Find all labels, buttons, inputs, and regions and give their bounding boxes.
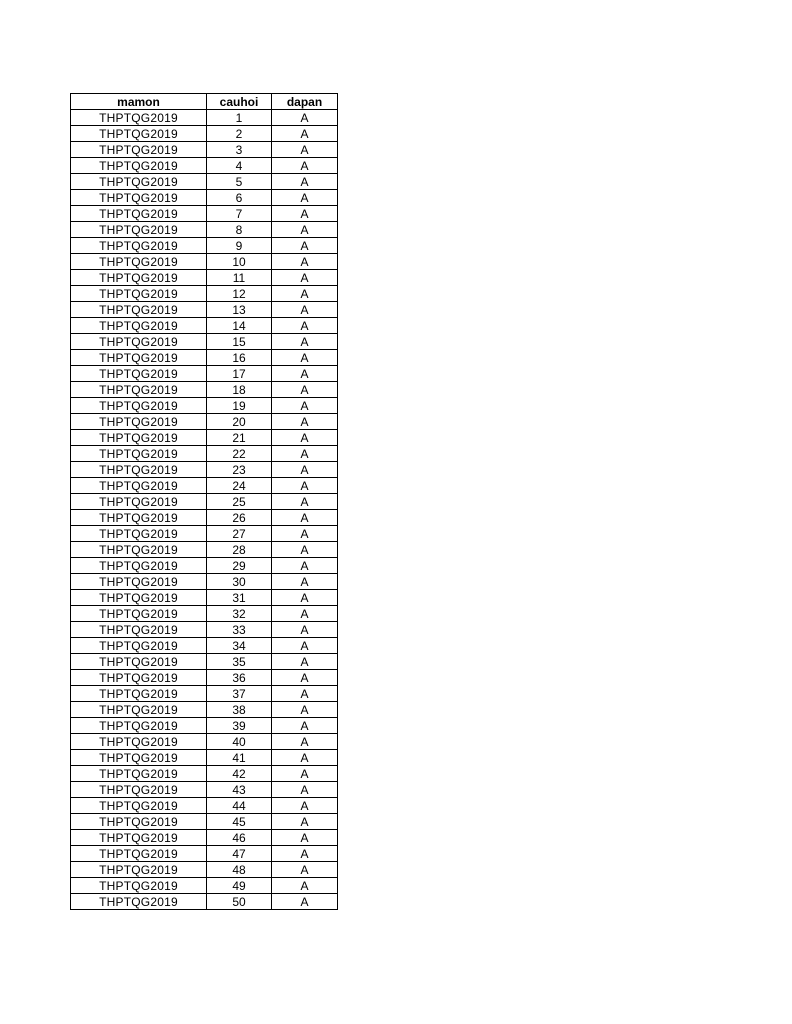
cell-mamon: THPTQG2019 xyxy=(71,462,207,478)
cell-cauhoi: 38 xyxy=(207,702,272,718)
cell-mamon: THPTQG2019 xyxy=(71,590,207,606)
cell-dapan: A xyxy=(272,798,338,814)
table-row xyxy=(71,654,338,670)
table-row xyxy=(71,478,338,494)
cell-dapan: A xyxy=(272,814,338,830)
cell-cauhoi: 2 xyxy=(207,126,272,142)
cell-mamon: THPTQG2019 xyxy=(71,766,207,782)
cell-mamon: THPTQG2019 xyxy=(71,606,207,622)
cell-dapan: A xyxy=(272,766,338,782)
cell-cauhoi: 11 xyxy=(207,270,272,286)
cell-cauhoi: 5 xyxy=(207,174,272,190)
cell-cauhoi: 45 xyxy=(207,814,272,830)
cell-mamon: THPTQG2019 xyxy=(71,142,207,158)
table-header xyxy=(71,94,338,110)
header-mamon: mamon xyxy=(71,94,207,110)
cell-dapan: A xyxy=(272,350,338,366)
cell-mamon: THPTQG2019 xyxy=(71,574,207,590)
cell-dapan: A xyxy=(272,878,338,894)
cell-cauhoi: 31 xyxy=(207,590,272,606)
cell-dapan: A xyxy=(272,366,338,382)
table-row xyxy=(71,174,338,190)
cell-mamon: THPTQG2019 xyxy=(71,270,207,286)
cell-cauhoi: 42 xyxy=(207,766,272,782)
table-row xyxy=(71,798,338,814)
cell-dapan: A xyxy=(272,654,338,670)
cell-dapan: A xyxy=(272,782,338,798)
table-row xyxy=(71,766,338,782)
table-row xyxy=(71,142,338,158)
cell-cauhoi: 4 xyxy=(207,158,272,174)
cell-cauhoi: 14 xyxy=(207,318,272,334)
cell-dapan: A xyxy=(272,846,338,862)
cell-cauhoi: 15 xyxy=(207,334,272,350)
cell-cauhoi: 21 xyxy=(207,430,272,446)
table-row xyxy=(71,734,338,750)
table-row xyxy=(71,350,338,366)
table-row xyxy=(71,526,338,542)
table-row xyxy=(71,814,338,830)
table-row xyxy=(71,398,338,414)
cell-cauhoi: 50 xyxy=(207,894,272,910)
cell-mamon: THPTQG2019 xyxy=(71,846,207,862)
cell-dapan: A xyxy=(272,702,338,718)
cell-mamon: THPTQG2019 xyxy=(71,542,207,558)
cell-mamon: THPTQG2019 xyxy=(71,686,207,702)
cell-cauhoi: 33 xyxy=(207,622,272,638)
cell-mamon: THPTQG2019 xyxy=(71,494,207,510)
cell-mamon: THPTQG2019 xyxy=(71,430,207,446)
cell-dapan: A xyxy=(272,526,338,542)
table-row xyxy=(71,878,338,894)
cell-cauhoi: 26 xyxy=(207,510,272,526)
cell-cauhoi: 16 xyxy=(207,350,272,366)
cell-dapan: A xyxy=(272,270,338,286)
cell-cauhoi: 46 xyxy=(207,830,272,846)
cell-dapan: A xyxy=(272,190,338,206)
table-row xyxy=(71,302,338,318)
cell-mamon: THPTQG2019 xyxy=(71,222,207,238)
cell-mamon: THPTQG2019 xyxy=(71,238,207,254)
cell-mamon: THPTQG2019 xyxy=(71,894,207,910)
table-row xyxy=(71,190,338,206)
header-dapan: dapan xyxy=(272,94,338,110)
cell-dapan: A xyxy=(272,734,338,750)
cell-mamon: THPTQG2019 xyxy=(71,558,207,574)
cell-mamon: THPTQG2019 xyxy=(71,670,207,686)
table-row xyxy=(71,430,338,446)
table-row xyxy=(71,446,338,462)
cell-mamon: THPTQG2019 xyxy=(71,526,207,542)
cell-dapan: A xyxy=(272,462,338,478)
cell-mamon: THPTQG2019 xyxy=(71,334,207,350)
cell-dapan: A xyxy=(272,206,338,222)
cell-cauhoi: 29 xyxy=(207,558,272,574)
table-row xyxy=(71,206,338,222)
cell-dapan: A xyxy=(272,670,338,686)
cell-cauhoi: 44 xyxy=(207,798,272,814)
cell-cauhoi: 18 xyxy=(207,382,272,398)
cell-dapan: A xyxy=(272,686,338,702)
table-row xyxy=(71,830,338,846)
cell-dapan: A xyxy=(272,862,338,878)
cell-cauhoi: 27 xyxy=(207,526,272,542)
table-row xyxy=(71,702,338,718)
cell-dapan: A xyxy=(272,606,338,622)
cell-cauhoi: 17 xyxy=(207,366,272,382)
table-row xyxy=(71,158,338,174)
cell-cauhoi: 36 xyxy=(207,670,272,686)
cell-mamon: THPTQG2019 xyxy=(71,830,207,846)
cell-dapan: A xyxy=(272,590,338,606)
table-row xyxy=(71,366,338,382)
cell-dapan: A xyxy=(272,126,338,142)
cell-cauhoi: 3 xyxy=(207,142,272,158)
table-row xyxy=(71,574,338,590)
cell-dapan: A xyxy=(272,238,338,254)
cell-mamon: THPTQG2019 xyxy=(71,782,207,798)
cell-dapan: A xyxy=(272,398,338,414)
cell-mamon: THPTQG2019 xyxy=(71,702,207,718)
table-row xyxy=(71,750,338,766)
cell-mamon: THPTQG2019 xyxy=(71,174,207,190)
cell-mamon: THPTQG2019 xyxy=(71,510,207,526)
cell-mamon: THPTQG2019 xyxy=(71,446,207,462)
table-row xyxy=(71,894,338,910)
cell-mamon: THPTQG2019 xyxy=(71,350,207,366)
cell-mamon: THPTQG2019 xyxy=(71,878,207,894)
table-row xyxy=(71,670,338,686)
table-row xyxy=(71,542,338,558)
header-cauhoi: cauhoi xyxy=(207,94,272,110)
cell-mamon: THPTQG2019 xyxy=(71,814,207,830)
cell-cauhoi: 48 xyxy=(207,862,272,878)
table-row xyxy=(71,110,338,126)
table-row xyxy=(71,494,338,510)
table-row xyxy=(71,558,338,574)
cell-mamon: THPTQG2019 xyxy=(71,366,207,382)
cell-dapan: A xyxy=(272,110,338,126)
cell-cauhoi: 34 xyxy=(207,638,272,654)
cell-cauhoi: 22 xyxy=(207,446,272,462)
cell-cauhoi: 6 xyxy=(207,190,272,206)
table-row xyxy=(71,254,338,270)
cell-mamon: THPTQG2019 xyxy=(71,862,207,878)
table-row xyxy=(71,318,338,334)
cell-dapan: A xyxy=(272,414,338,430)
cell-dapan: A xyxy=(272,286,338,302)
cell-dapan: A xyxy=(272,334,338,350)
cell-mamon: THPTQG2019 xyxy=(71,750,207,766)
cell-dapan: A xyxy=(272,494,338,510)
cell-mamon: THPTQG2019 xyxy=(71,622,207,638)
cell-mamon: THPTQG2019 xyxy=(71,126,207,142)
cell-mamon: THPTQG2019 xyxy=(71,478,207,494)
cell-dapan: A xyxy=(272,574,338,590)
cell-mamon: THPTQG2019 xyxy=(71,158,207,174)
cell-mamon: THPTQG2019 xyxy=(71,382,207,398)
table-row xyxy=(71,782,338,798)
table-row xyxy=(71,718,338,734)
cell-dapan: A xyxy=(272,430,338,446)
cell-mamon: THPTQG2019 xyxy=(71,206,207,222)
cell-mamon: THPTQG2019 xyxy=(71,302,207,318)
cell-cauhoi: 43 xyxy=(207,782,272,798)
table-row xyxy=(71,286,338,302)
cell-cauhoi: 13 xyxy=(207,302,272,318)
cell-cauhoi: 8 xyxy=(207,222,272,238)
cell-cauhoi: 40 xyxy=(207,734,272,750)
cell-cauhoi: 32 xyxy=(207,606,272,622)
table-row xyxy=(71,686,338,702)
cell-dapan: A xyxy=(272,318,338,334)
table-row xyxy=(71,126,338,142)
cell-dapan: A xyxy=(272,622,338,638)
table-row xyxy=(71,510,338,526)
cell-cauhoi: 19 xyxy=(207,398,272,414)
table-row xyxy=(71,382,338,398)
answer-table xyxy=(70,93,338,910)
header-row xyxy=(71,94,338,110)
cell-mamon: THPTQG2019 xyxy=(71,398,207,414)
cell-dapan: A xyxy=(272,718,338,734)
table-row xyxy=(71,222,338,238)
cell-dapan: A xyxy=(272,174,338,190)
table-row xyxy=(71,334,338,350)
cell-dapan: A xyxy=(272,478,338,494)
cell-dapan: A xyxy=(272,750,338,766)
cell-dapan: A xyxy=(272,142,338,158)
cell-dapan: A xyxy=(272,446,338,462)
table-row xyxy=(71,846,338,862)
table-row xyxy=(71,606,338,622)
cell-cauhoi: 20 xyxy=(207,414,272,430)
cell-cauhoi: 47 xyxy=(207,846,272,862)
cell-mamon: THPTQG2019 xyxy=(71,654,207,670)
cell-cauhoi: 49 xyxy=(207,878,272,894)
cell-mamon: THPTQG2019 xyxy=(71,190,207,206)
cell-dapan: A xyxy=(272,558,338,574)
cell-cauhoi: 9 xyxy=(207,238,272,254)
cell-mamon: THPTQG2019 xyxy=(71,110,207,126)
table-row xyxy=(71,622,338,638)
cell-dapan: A xyxy=(272,222,338,238)
cell-cauhoi: 25 xyxy=(207,494,272,510)
cell-dapan: A xyxy=(272,510,338,526)
cell-mamon: THPTQG2019 xyxy=(71,414,207,430)
cell-cauhoi: 10 xyxy=(207,254,272,270)
cell-mamon: THPTQG2019 xyxy=(71,734,207,750)
cell-mamon: THPTQG2019 xyxy=(71,798,207,814)
cell-dapan: A xyxy=(272,638,338,654)
table-row xyxy=(71,862,338,878)
table-row xyxy=(71,270,338,286)
cell-cauhoi: 12 xyxy=(207,286,272,302)
cell-dapan: A xyxy=(272,302,338,318)
table-row xyxy=(71,590,338,606)
cell-cauhoi: 24 xyxy=(207,478,272,494)
cell-cauhoi: 7 xyxy=(207,206,272,222)
cell-dapan: A xyxy=(272,158,338,174)
table-row xyxy=(71,638,338,654)
answer-sheet xyxy=(70,93,338,910)
cell-cauhoi: 41 xyxy=(207,750,272,766)
cell-dapan: A xyxy=(272,382,338,398)
cell-cauhoi: 35 xyxy=(207,654,272,670)
cell-dapan: A xyxy=(272,894,338,910)
cell-dapan: A xyxy=(272,830,338,846)
cell-cauhoi: 30 xyxy=(207,574,272,590)
cell-mamon: THPTQG2019 xyxy=(71,254,207,270)
cell-cauhoi: 39 xyxy=(207,718,272,734)
cell-dapan: A xyxy=(272,254,338,270)
cell-mamon: THPTQG2019 xyxy=(71,718,207,734)
cell-cauhoi: 1 xyxy=(207,110,272,126)
table-row xyxy=(71,238,338,254)
table-row xyxy=(71,414,338,430)
cell-mamon: THPTQG2019 xyxy=(71,286,207,302)
cell-mamon: THPTQG2019 xyxy=(71,638,207,654)
cell-cauhoi: 23 xyxy=(207,462,272,478)
cell-mamon: THPTQG2019 xyxy=(71,318,207,334)
cell-dapan: A xyxy=(272,542,338,558)
table-row xyxy=(71,462,338,478)
cell-cauhoi: 28 xyxy=(207,542,272,558)
cell-cauhoi: 37 xyxy=(207,686,272,702)
table-body xyxy=(71,110,338,910)
